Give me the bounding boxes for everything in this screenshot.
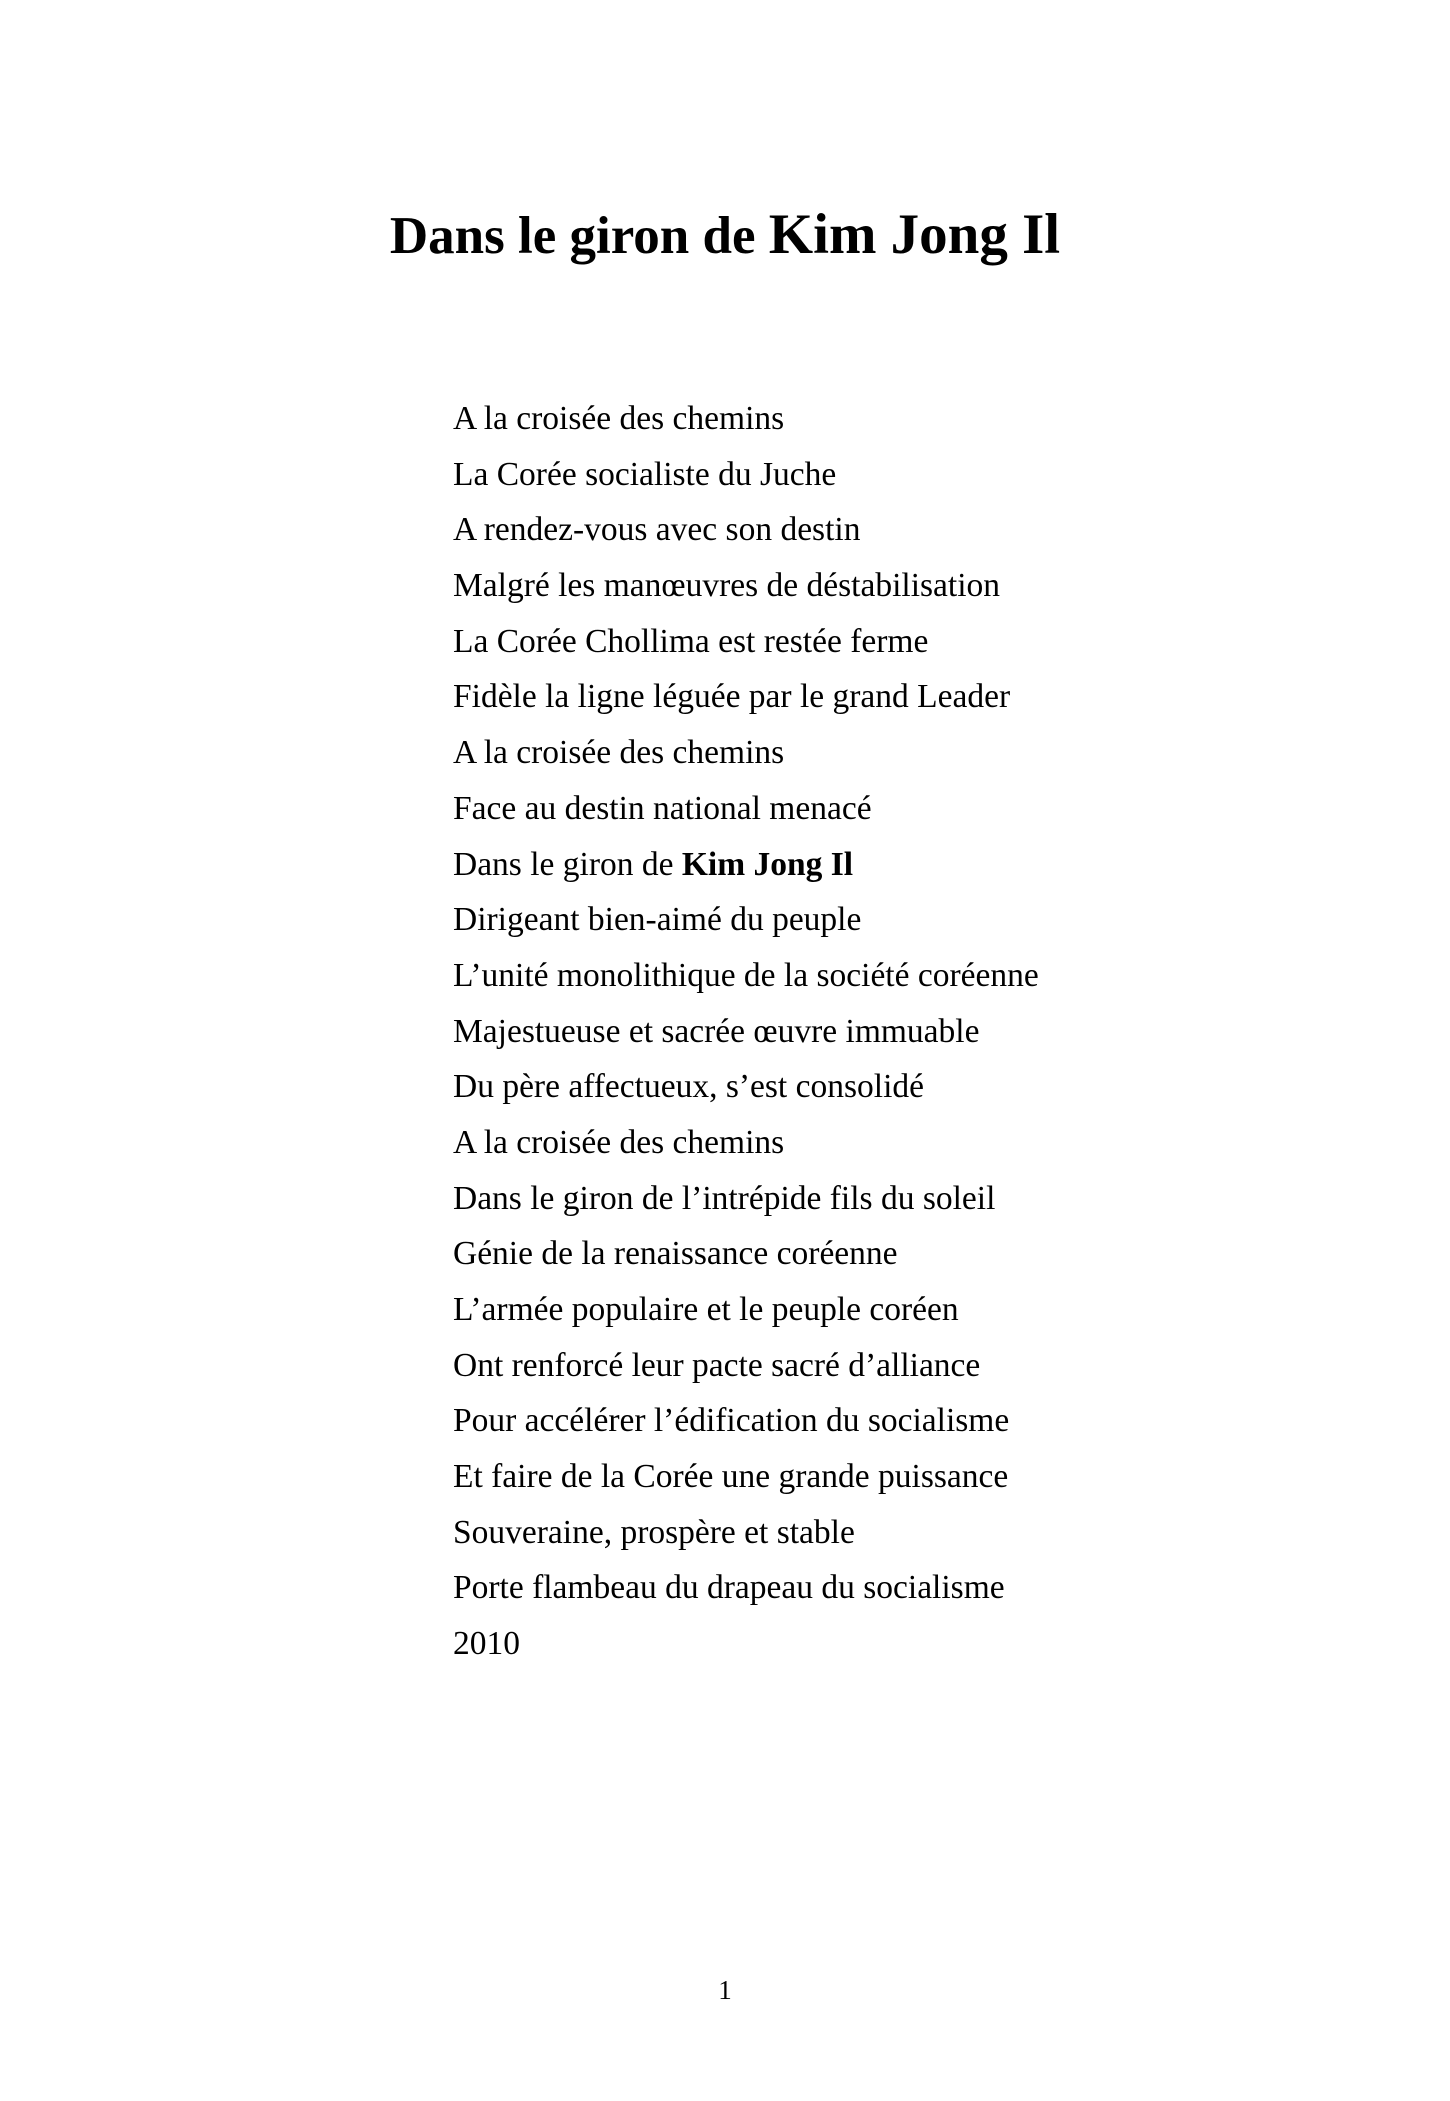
poem-line: Majestueuse et sacrée œuvre immuable <box>453 1012 980 1050</box>
poem-date: 2010 <box>453 1625 520 1663</box>
poem-line-name: Kim Jong Il <box>681 845 854 883</box>
poem-line: Pour accélérer l’édification du socialisme <box>453 1402 1010 1440</box>
poem-line: A la croisée des chemins <box>453 1123 785 1161</box>
poem-line: Face au destin national menacé <box>453 789 872 827</box>
poem-line: Porte flambeau du drapeau du socialisme <box>453 1569 1005 1607</box>
poem-body <box>453 391 1039 1672</box>
poem-line: Du père affectueux, s’est consolidé <box>453 1068 924 1106</box>
poem-line: Dans le giron de l’intrépide fils du soleil <box>453 1179 996 1217</box>
poem-line: Fidèle la ligne léguée par le grand Leader <box>453 678 1011 716</box>
page-number: 1 <box>718 1975 732 2005</box>
poem-line: Et faire de la Corée une grande puissance <box>453 1458 1009 1496</box>
poem-line: Malgré les manœuvres de déstabilisation <box>453 567 1001 605</box>
poem-line: Ont renforcé leur pacte sacré d’alliance <box>453 1346 981 1384</box>
title-name: Kim Jong Il <box>768 203 1061 266</box>
page-title <box>0 200 1450 271</box>
poem-line: La Corée Chollima est restée ferme <box>453 622 929 660</box>
poem-line: A la croisée des chemins <box>453 734 785 772</box>
poem-line: A la croisée des chemins <box>453 400 785 437</box>
poem-line: Génie de la renaissance coréenne <box>453 1235 898 1273</box>
poem-line: A rendez-vous avec son destin <box>453 511 861 549</box>
poem-line-text: Dans le giron de <box>453 845 682 883</box>
poem-line: La Corée socialiste du Juche <box>453 455 837 493</box>
poem-line: Dirigeant bien-aimé du peuple <box>453 901 862 939</box>
title-prefix: Dans le giron de <box>389 207 769 265</box>
poem-line <box>453 837 1039 893</box>
poem-line: L’armée populaire et le peuple coréen <box>453 1291 959 1328</box>
poem-line: L’unité monolithique de la société coréenne <box>453 956 1039 994</box>
poem-line: Souveraine, prospère et stable <box>453 1513 855 1551</box>
